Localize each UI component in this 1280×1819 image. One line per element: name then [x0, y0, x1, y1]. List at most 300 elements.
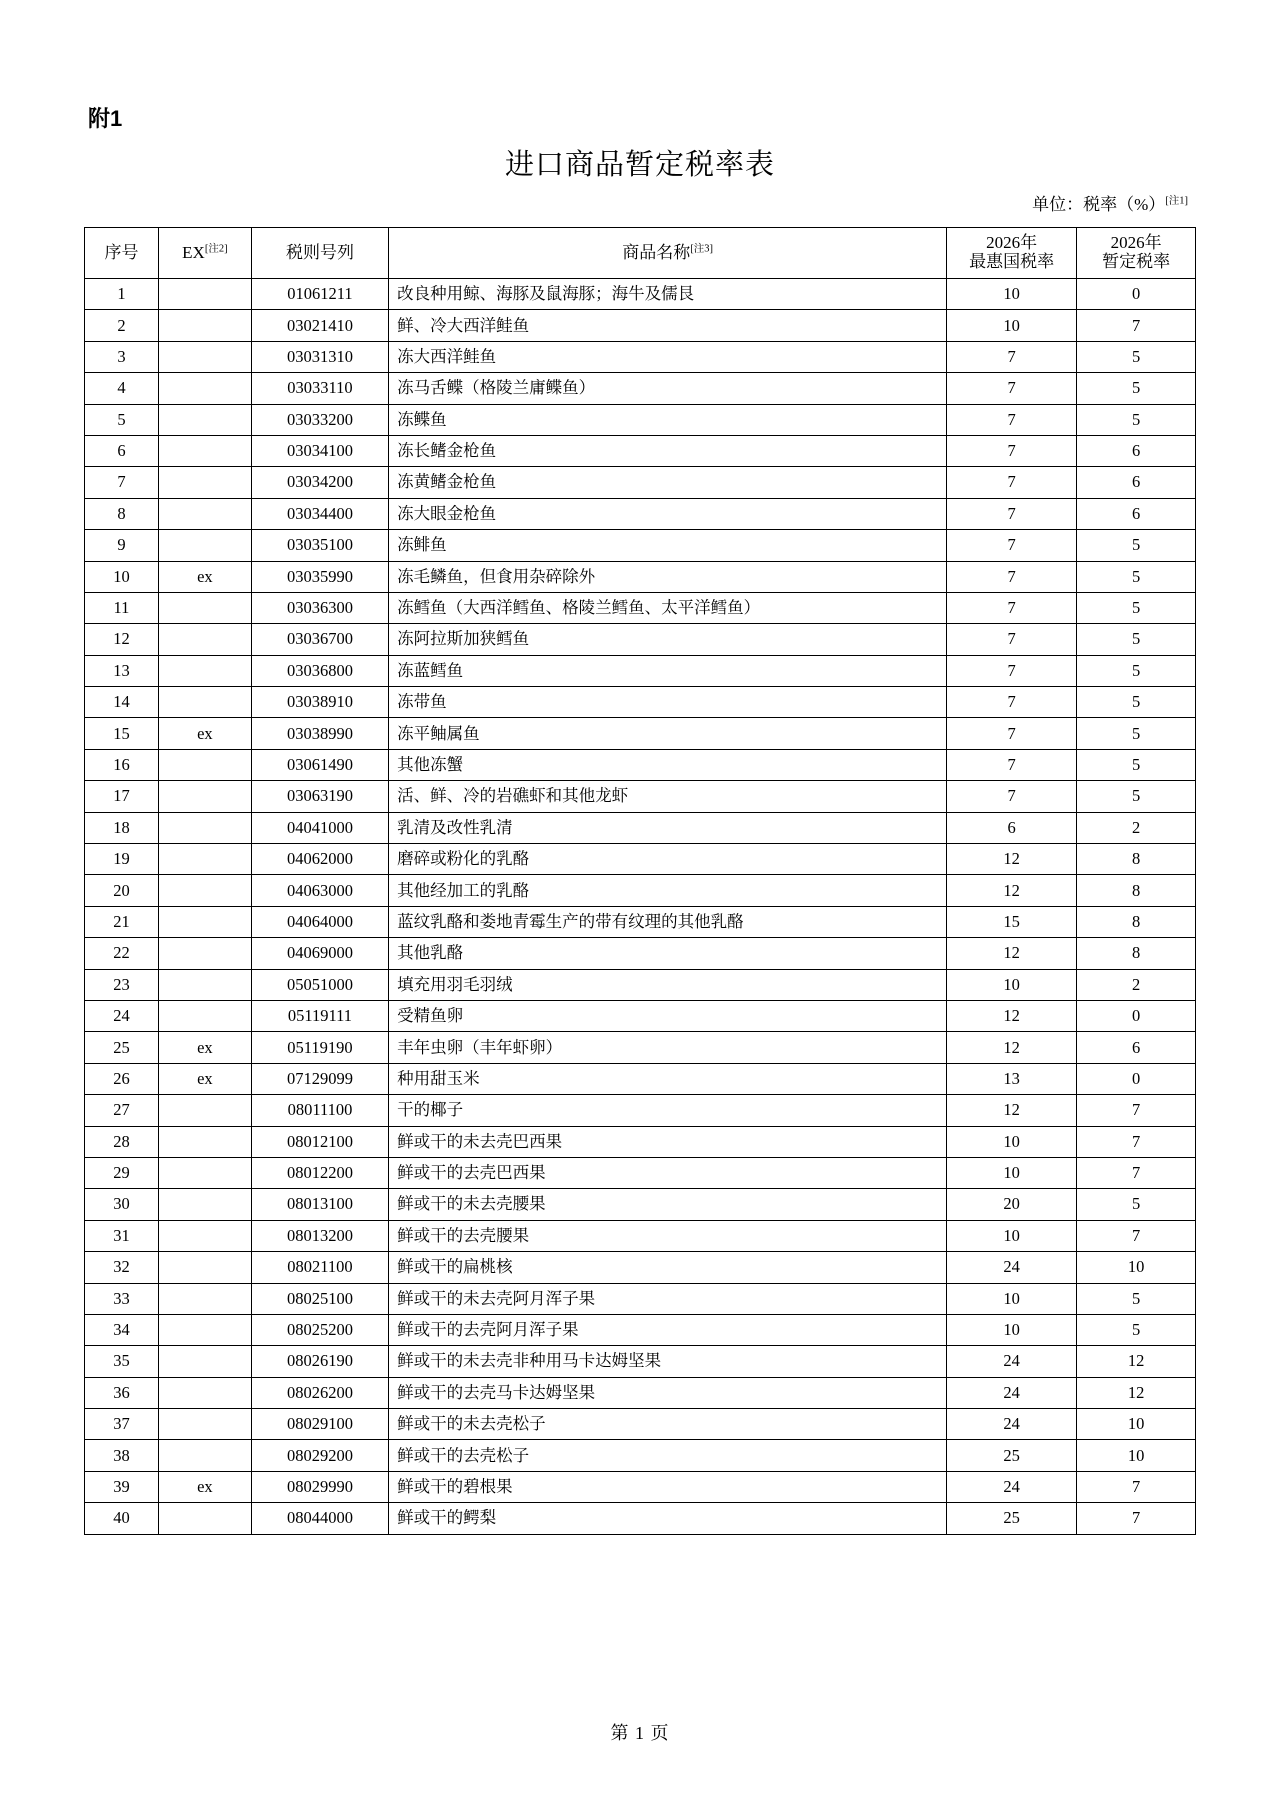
cell-provisional-rate: 10: [1077, 1440, 1196, 1471]
cell-ex: [158, 844, 251, 875]
table-row: [85, 1409, 1196, 1440]
cell-ex: [158, 435, 251, 466]
cell-product-name: 活、鲜、冷的岩礁虾和其他龙虾: [389, 781, 947, 812]
cell-seq: 17: [85, 781, 159, 812]
cell-provisional-rate: 2: [1077, 969, 1196, 1000]
cell-ex: [158, 498, 251, 529]
cell-seq: 33: [85, 1283, 159, 1314]
table-row: [85, 1063, 1196, 1094]
cell-tariff-code: 03034200: [251, 467, 388, 498]
cell-seq: 4: [85, 373, 159, 404]
cell-seq: 9: [85, 530, 159, 561]
cell-mfn-rate: 24: [947, 1346, 1077, 1377]
cell-provisional-rate: 7: [1077, 1503, 1196, 1534]
cell-mfn-rate: 20: [947, 1189, 1077, 1220]
table-row: [85, 467, 1196, 498]
cell-seq: 39: [85, 1471, 159, 1502]
cell-mfn-rate: 25: [947, 1440, 1077, 1471]
cell-mfn-rate: 7: [947, 687, 1077, 718]
cell-provisional-rate: 7: [1077, 1095, 1196, 1126]
cell-product-name: 其他乳酪: [389, 938, 947, 969]
cell-ex: [158, 906, 251, 937]
table-header: [85, 228, 1196, 279]
cell-mfn-rate: 12: [947, 875, 1077, 906]
cell-mfn-rate: 7: [947, 655, 1077, 686]
cell-seq: 2: [85, 310, 159, 341]
cell-product-name: 冻带鱼: [389, 687, 947, 718]
cell-provisional-rate: 0: [1077, 1000, 1196, 1031]
cell-seq: 15: [85, 718, 159, 749]
unit-footnote-marker: [注1]: [1165, 195, 1188, 207]
cell-tariff-code: 03031310: [251, 341, 388, 372]
cell-provisional-rate: 12: [1077, 1377, 1196, 1408]
cell-provisional-rate: 6: [1077, 1032, 1196, 1063]
cell-tariff-code: 08026190: [251, 1346, 388, 1377]
cell-mfn-rate: 12: [947, 938, 1077, 969]
cell-product-name: 冻蓝鳕鱼: [389, 655, 947, 686]
cell-seq: 18: [85, 812, 159, 843]
cell-seq: 26: [85, 1063, 159, 1094]
cell-ex: [158, 1503, 251, 1534]
cell-product-name: 冻阿拉斯加狭鳕鱼: [389, 624, 947, 655]
cell-product-name: 受精鱼卵: [389, 1000, 947, 1031]
table-row: [85, 687, 1196, 718]
table-row: [85, 1503, 1196, 1534]
cell-tariff-code: 03063190: [251, 781, 388, 812]
cell-mfn-rate: 7: [947, 749, 1077, 780]
cell-mfn-rate: 12: [947, 1000, 1077, 1031]
cell-provisional-rate: 5: [1077, 341, 1196, 372]
cell-provisional-rate: 5: [1077, 404, 1196, 435]
cell-tariff-code: 03034400: [251, 498, 388, 529]
cell-provisional-rate: 12: [1077, 1346, 1196, 1377]
cell-seq: 3: [85, 341, 159, 372]
cell-provisional-rate: 10: [1077, 1252, 1196, 1283]
cell-product-name: 鲜或干的去壳阿月浑子果: [389, 1314, 947, 1345]
cell-seq: 6: [85, 435, 159, 466]
cell-product-name: 改良种用鲸、海豚及鼠海豚；海牛及儒艮: [389, 279, 947, 310]
cell-product-name: 鲜或干的鳄梨: [389, 1503, 947, 1534]
header-ex: [158, 228, 251, 279]
cell-provisional-rate: 5: [1077, 592, 1196, 623]
cell-tariff-code: 08021100: [251, 1252, 388, 1283]
table-row: [85, 561, 1196, 592]
header-tariff-code: 税则号列: [251, 228, 388, 279]
cell-mfn-rate: 25: [947, 1503, 1077, 1534]
cell-provisional-rate: 5: [1077, 687, 1196, 718]
cell-ex: [158, 1314, 251, 1345]
cell-tariff-code: 07129099: [251, 1063, 388, 1094]
cell-product-name: 鲜或干的未去壳松子: [389, 1409, 947, 1440]
cell-mfn-rate: 7: [947, 435, 1077, 466]
cell-seq: 29: [85, 1157, 159, 1188]
table-row: [85, 1252, 1196, 1283]
cell-provisional-rate: 7: [1077, 1471, 1196, 1502]
cell-mfn-rate: 7: [947, 624, 1077, 655]
tariff-table: [84, 227, 1196, 1535]
cell-provisional-rate: 2: [1077, 812, 1196, 843]
cell-seq: 7: [85, 467, 159, 498]
cell-product-name: 磨碎或粉化的乳酪: [389, 844, 947, 875]
cell-ex: [158, 875, 251, 906]
cell-seq: 23: [85, 969, 159, 1000]
cell-provisional-rate: 7: [1077, 1126, 1196, 1157]
table-row: [85, 781, 1196, 812]
cell-provisional-rate: 5: [1077, 1314, 1196, 1345]
cell-product-name: 鲜或干的去壳马卡达姆坚果: [389, 1377, 947, 1408]
cell-product-name: 冻鳕鱼（大西洋鳕鱼、格陵兰鳕鱼、太平洋鳕鱼）: [389, 592, 947, 623]
table-row: [85, 1000, 1196, 1031]
cell-tariff-code: 03036300: [251, 592, 388, 623]
cell-seq: 12: [85, 624, 159, 655]
cell-product-name: 填充用羽毛羽绒: [389, 969, 947, 1000]
table-row: [85, 1283, 1196, 1314]
cell-provisional-rate: 5: [1077, 718, 1196, 749]
cell-seq: 11: [85, 592, 159, 623]
cell-provisional-rate: 7: [1077, 310, 1196, 341]
cell-mfn-rate: 24: [947, 1409, 1077, 1440]
cell-provisional-rate: 6: [1077, 498, 1196, 529]
table-row: [85, 1346, 1196, 1377]
cell-seq: 14: [85, 687, 159, 718]
cell-product-name: 其他经加工的乳酪: [389, 875, 947, 906]
cell-ex: [158, 1440, 251, 1471]
cell-seq: 32: [85, 1252, 159, 1283]
cell-mfn-rate: 7: [947, 467, 1077, 498]
cell-product-name: 乳清及改性乳清: [389, 812, 947, 843]
cell-ex: [158, 530, 251, 561]
cell-provisional-rate: 5: [1077, 655, 1196, 686]
cell-seq: 28: [85, 1126, 159, 1157]
cell-mfn-rate: 7: [947, 373, 1077, 404]
header-mfn-label: 最惠国税率: [969, 252, 1055, 271]
cell-ex: [158, 592, 251, 623]
table-row: [85, 969, 1196, 1000]
cell-mfn-rate: 6: [947, 812, 1077, 843]
cell-mfn-rate: 10: [947, 1220, 1077, 1251]
table-row: [85, 655, 1196, 686]
cell-tariff-code: 04064000: [251, 906, 388, 937]
cell-tariff-code: 04062000: [251, 844, 388, 875]
cell-tariff-code: 03033110: [251, 373, 388, 404]
cell-product-name: 其他冻蟹: [389, 749, 947, 780]
cell-mfn-rate: 7: [947, 592, 1077, 623]
cell-product-name: 鲜或干的未去壳非种用马卡达姆坚果: [389, 1346, 947, 1377]
cell-tariff-code: 05051000: [251, 969, 388, 1000]
cell-mfn-rate: 7: [947, 561, 1077, 592]
cell-tariff-code: 05119190: [251, 1032, 388, 1063]
cell-provisional-rate: 8: [1077, 844, 1196, 875]
table-body: [85, 279, 1196, 1535]
cell-product-name: 冻鲽鱼: [389, 404, 947, 435]
table-row: [85, 812, 1196, 843]
table-row: [85, 498, 1196, 529]
cell-mfn-rate: 15: [947, 906, 1077, 937]
cell-mfn-rate: 10: [947, 279, 1077, 310]
cell-tariff-code: 03034100: [251, 435, 388, 466]
table-row: [85, 1126, 1196, 1157]
cell-product-name: 蓝纹乳酪和娄地青霉生产的带有纹理的其他乳酪: [389, 906, 947, 937]
unit-note: [1032, 190, 1188, 215]
cell-provisional-rate: 5: [1077, 781, 1196, 812]
cell-ex: [158, 404, 251, 435]
cell-ex: [158, 1000, 251, 1031]
cell-mfn-rate: 12: [947, 1095, 1077, 1126]
cell-tariff-code: 08044000: [251, 1503, 388, 1534]
cell-seq: 27: [85, 1095, 159, 1126]
cell-ex: [158, 749, 251, 780]
table-row: [85, 844, 1196, 875]
cell-tariff-code: 08011100: [251, 1095, 388, 1126]
table-row: [85, 341, 1196, 372]
table-row: [85, 875, 1196, 906]
cell-provisional-rate: 6: [1077, 467, 1196, 498]
cell-provisional-rate: 0: [1077, 279, 1196, 310]
cell-product-name: 冻鲱鱼: [389, 530, 947, 561]
cell-tariff-code: 03036800: [251, 655, 388, 686]
cell-mfn-rate: 10: [947, 969, 1077, 1000]
cell-mfn-rate: 12: [947, 844, 1077, 875]
cell-tariff-code: 03033200: [251, 404, 388, 435]
cell-seq: 8: [85, 498, 159, 529]
cell-ex: ex: [158, 1063, 251, 1094]
cell-ex: [158, 1283, 251, 1314]
cell-product-name: 干的椰子: [389, 1095, 947, 1126]
cell-product-name: 冻毛鳞鱼，但食用杂碎除外: [389, 561, 947, 592]
cell-product-name: 丰年虫卵（丰年虾卵）: [389, 1032, 947, 1063]
page-number: 第 1 页: [610, 1723, 670, 1743]
cell-ex: ex: [158, 718, 251, 749]
cell-provisional-rate: 10: [1077, 1409, 1196, 1440]
table-row: [85, 718, 1196, 749]
table-row: [85, 749, 1196, 780]
cell-ex: [158, 624, 251, 655]
cell-ex: [158, 969, 251, 1000]
cell-tariff-code: 03038910: [251, 687, 388, 718]
cell-ex: [158, 279, 251, 310]
cell-mfn-rate: 7: [947, 530, 1077, 561]
table-row: [85, 1471, 1196, 1502]
table-row: [85, 906, 1196, 937]
table-row: [85, 1440, 1196, 1471]
cell-product-name: 冻长鳍金枪鱼: [389, 435, 947, 466]
cell-seq: 16: [85, 749, 159, 780]
cell-product-name: 鲜或干的去壳腰果: [389, 1220, 947, 1251]
cell-mfn-rate: 10: [947, 1314, 1077, 1345]
cell-provisional-rate: 5: [1077, 561, 1196, 592]
cell-seq: 5: [85, 404, 159, 435]
table-row: [85, 279, 1196, 310]
cell-provisional-rate: 7: [1077, 1220, 1196, 1251]
cell-seq: 36: [85, 1377, 159, 1408]
cell-seq: 22: [85, 938, 159, 969]
cell-tariff-code: 08029100: [251, 1409, 388, 1440]
cell-product-name: 冻大眼金枪鱼: [389, 498, 947, 529]
cell-ex: [158, 1157, 251, 1188]
cell-seq: 38: [85, 1440, 159, 1471]
cell-seq: 24: [85, 1000, 159, 1031]
cell-mfn-rate: 10: [947, 310, 1077, 341]
table-row: [85, 1314, 1196, 1345]
cell-mfn-rate: 24: [947, 1377, 1077, 1408]
cell-ex: ex: [158, 1032, 251, 1063]
cell-product-name: 鲜或干的去壳巴西果: [389, 1157, 947, 1188]
cell-seq: 35: [85, 1346, 159, 1377]
cell-mfn-rate: 10: [947, 1126, 1077, 1157]
cell-seq: 19: [85, 844, 159, 875]
cell-tariff-code: 08013100: [251, 1189, 388, 1220]
header-product-name: [389, 228, 947, 279]
header-seq: 序号: [85, 228, 159, 279]
table-row: [85, 624, 1196, 655]
table-row: [85, 1157, 1196, 1188]
cell-seq: 13: [85, 655, 159, 686]
table-row: [85, 404, 1196, 435]
cell-tariff-code: 03035990: [251, 561, 388, 592]
cell-product-name: 种用甜玉米: [389, 1063, 947, 1094]
table-row: [85, 1189, 1196, 1220]
cell-mfn-rate: 7: [947, 341, 1077, 372]
cell-provisional-rate: 0: [1077, 1063, 1196, 1094]
cell-tariff-code: 01061211: [251, 279, 388, 310]
cell-tariff-code: 08029200: [251, 1440, 388, 1471]
cell-tariff-code: 08025200: [251, 1314, 388, 1345]
header-mfn-rate: [947, 228, 1077, 279]
cell-tariff-code: 04041000: [251, 812, 388, 843]
cell-tariff-code: 08012100: [251, 1126, 388, 1157]
cell-ex: [158, 812, 251, 843]
cell-tariff-code: 03061490: [251, 749, 388, 780]
cell-mfn-rate: 24: [947, 1471, 1077, 1502]
cell-seq: 30: [85, 1189, 159, 1220]
cell-product-name: 冻黄鳍金枪鱼: [389, 467, 947, 498]
cell-mfn-rate: 24: [947, 1252, 1077, 1283]
cell-provisional-rate: 8: [1077, 938, 1196, 969]
cell-provisional-rate: 5: [1077, 1189, 1196, 1220]
cell-provisional-rate: 8: [1077, 875, 1196, 906]
cell-ex: [158, 1252, 251, 1283]
header-row: [85, 228, 1196, 279]
cell-tariff-code: 03021410: [251, 310, 388, 341]
cell-tariff-code: 08026200: [251, 1377, 388, 1408]
attachment-label: 附1: [88, 106, 123, 131]
cell-ex: [158, 1346, 251, 1377]
cell-mfn-rate: 7: [947, 404, 1077, 435]
cell-ex: [158, 687, 251, 718]
header-name-footnote-marker: [注3]: [690, 243, 713, 254]
cell-ex: [158, 1095, 251, 1126]
cell-tariff-code: 08012200: [251, 1157, 388, 1188]
cell-ex: [158, 1189, 251, 1220]
cell-seq: 1: [85, 279, 159, 310]
cell-product-name: 冻大西洋鲑鱼: [389, 341, 947, 372]
cell-tariff-code: 08013200: [251, 1220, 388, 1251]
cell-product-name: 鲜或干的扁桃核: [389, 1252, 947, 1283]
cell-ex: [158, 781, 251, 812]
table-row: [85, 1377, 1196, 1408]
table-row: [85, 373, 1196, 404]
cell-provisional-rate: 5: [1077, 1283, 1196, 1314]
cell-ex: ex: [158, 1471, 251, 1502]
cell-tariff-code: 04069000: [251, 938, 388, 969]
cell-ex: [158, 1409, 251, 1440]
cell-provisional-rate: 6: [1077, 435, 1196, 466]
cell-mfn-rate: 7: [947, 718, 1077, 749]
cell-ex: [158, 373, 251, 404]
table-row: [85, 530, 1196, 561]
cell-mfn-rate: 12: [947, 1032, 1077, 1063]
cell-seq: 31: [85, 1220, 159, 1251]
cell-product-name: 冻马舌鲽（格陵兰庸鲽鱼）: [389, 373, 947, 404]
cell-product-name: 冻平鲉属鱼: [389, 718, 947, 749]
cell-product-name: 鲜、冷大西洋鲑鱼: [389, 310, 947, 341]
cell-ex: [158, 1377, 251, 1408]
table-row: [85, 1095, 1196, 1126]
cell-provisional-rate: 5: [1077, 749, 1196, 780]
header-provisional-rate: [1077, 228, 1196, 279]
cell-product-name: 鲜或干的去壳松子: [389, 1440, 947, 1471]
cell-seq: 20: [85, 875, 159, 906]
page-title: 进口商品暂定税率表: [504, 149, 775, 181]
cell-tariff-code: 03036700: [251, 624, 388, 655]
cell-product-name: 鲜或干的碧根果: [389, 1471, 947, 1502]
cell-ex: [158, 310, 251, 341]
table-row: [85, 938, 1196, 969]
unit-text: 单位：税率（%）: [1032, 195, 1166, 214]
header-mfn-year: 2026年: [986, 233, 1038, 253]
cell-product-name: 鲜或干的未去壳巴西果: [389, 1126, 947, 1157]
cell-tariff-code: 03035100: [251, 530, 388, 561]
cell-mfn-rate: 7: [947, 498, 1077, 529]
cell-mfn-rate: 7: [947, 781, 1077, 812]
cell-seq: 34: [85, 1314, 159, 1345]
table-row: [85, 435, 1196, 466]
cell-tariff-code: 05119111: [251, 1000, 388, 1031]
cell-provisional-rate: 7: [1077, 1157, 1196, 1188]
cell-ex: [158, 938, 251, 969]
header-prov-label: 暂定税率: [1102, 252, 1171, 271]
cell-ex: [158, 467, 251, 498]
cell-seq: 37: [85, 1409, 159, 1440]
table-row: [85, 310, 1196, 341]
header-ex-label: EX: [182, 242, 205, 262]
table-row: [85, 592, 1196, 623]
cell-ex: [158, 1126, 251, 1157]
cell-provisional-rate: 5: [1077, 624, 1196, 655]
table-row: [85, 1032, 1196, 1063]
cell-provisional-rate: 8: [1077, 906, 1196, 937]
cell-ex: ex: [158, 561, 251, 592]
cell-seq: 25: [85, 1032, 159, 1063]
table-row: [85, 1220, 1196, 1251]
cell-tariff-code: 03038990: [251, 718, 388, 749]
cell-tariff-code: 08029990: [251, 1471, 388, 1502]
cell-provisional-rate: 5: [1077, 530, 1196, 561]
cell-mfn-rate: 10: [947, 1157, 1077, 1188]
cell-product-name: 鲜或干的未去壳腰果: [389, 1189, 947, 1220]
cell-ex: [158, 1220, 251, 1251]
cell-seq: 21: [85, 906, 159, 937]
cell-tariff-code: 04063000: [251, 875, 388, 906]
cell-product-name: 鲜或干的未去壳阿月浑子果: [389, 1283, 947, 1314]
cell-ex: [158, 341, 251, 372]
header-prov-year: 2026年: [1110, 233, 1162, 253]
cell-tariff-code: 08025100: [251, 1283, 388, 1314]
header-ex-footnote-marker: [注2]: [204, 243, 228, 254]
cell-mfn-rate: 13: [947, 1063, 1077, 1094]
cell-seq: 10: [85, 561, 159, 592]
cell-mfn-rate: 10: [947, 1283, 1077, 1314]
